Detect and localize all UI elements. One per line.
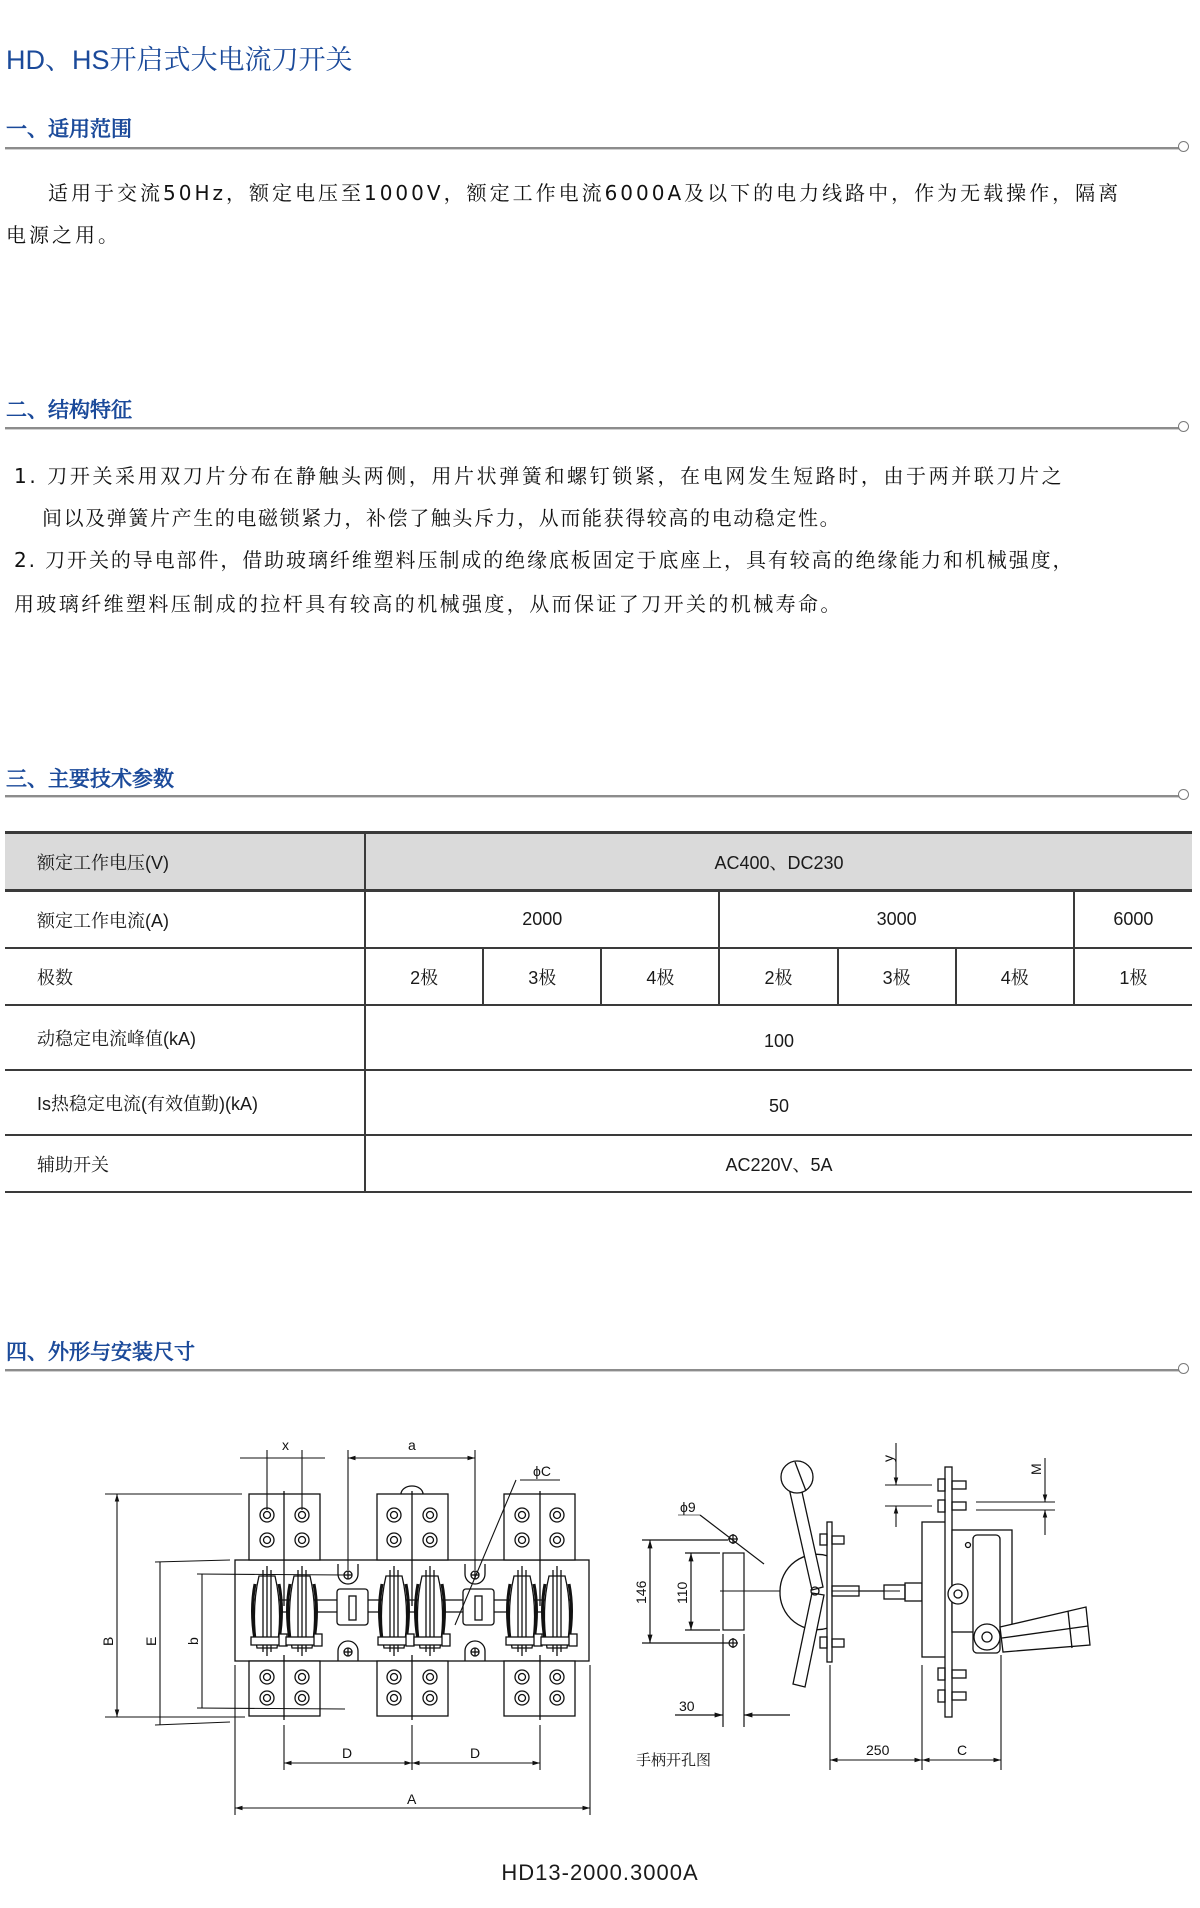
cell-value: AC220V、5A bbox=[365, 1135, 1192, 1192]
cell-value: 2极 bbox=[365, 948, 483, 1005]
cell-value: 50 bbox=[365, 1070, 1192, 1135]
section-heading-scope: 一、适用范围 bbox=[6, 117, 132, 141]
section-heading-specs: 三、主要技术参数 bbox=[6, 767, 174, 791]
dim-label-M: M bbox=[1028, 1463, 1044, 1475]
page-title: HD、HS开启式大电流刀开关 bbox=[6, 45, 353, 75]
structure-item-2-line: 用玻璃纤维塑料压制成的拉杆具有较高的机械强度，从而保证了刀开关的机械寿命。 bbox=[14, 592, 843, 616]
cell-value: 2000 bbox=[365, 891, 719, 949]
cell-value: 3000 bbox=[719, 891, 1073, 949]
cell-value: AC400、DC230 bbox=[365, 833, 1192, 891]
dim-label-D: D bbox=[342, 1745, 353, 1761]
dim-label-x: x bbox=[282, 1437, 289, 1453]
dim-label-y: y bbox=[880, 1455, 896, 1462]
cell-value: 6000 bbox=[1074, 891, 1192, 949]
dim-label-B: B bbox=[100, 1636, 116, 1646]
cell-value: 3极 bbox=[483, 948, 601, 1005]
side-view bbox=[780, 1443, 1090, 1770]
section-heading-structure: 二、结构特征 bbox=[6, 398, 132, 422]
drawing-caption: HD13-2000.3000A bbox=[501, 1860, 699, 1885]
row-label: 辅助开关 bbox=[5, 1135, 365, 1192]
bottom-terminal-blocks bbox=[249, 1655, 575, 1720]
cell-value: 4极 bbox=[601, 948, 719, 1005]
dim-label-250: 250 bbox=[866, 1742, 890, 1758]
cell-value: 3极 bbox=[838, 948, 956, 1005]
dim-label-b: b bbox=[185, 1637, 201, 1645]
cell-value: 1极 bbox=[1074, 948, 1192, 1005]
dim-label-E: E bbox=[143, 1636, 159, 1646]
dim-label-phi9: ϕ9 bbox=[680, 1499, 696, 1515]
dim-label-30: 30 bbox=[679, 1698, 695, 1714]
row-label: 动稳定电流峰值(kA) bbox=[5, 1005, 365, 1070]
dim-label-phiC: ϕC bbox=[533, 1463, 551, 1479]
section-heading-dimensions: 四、外形与安装尺寸 bbox=[6, 1340, 195, 1364]
handle-cutout-view bbox=[642, 1515, 900, 1727]
dim-label-C: C bbox=[957, 1742, 968, 1758]
scope-paragraph-line: 电源之用。 bbox=[6, 223, 121, 247]
dim-label-110: 110 bbox=[674, 1581, 690, 1604]
cell-value: 4极 bbox=[956, 948, 1074, 1005]
dim-label-D: D bbox=[470, 1745, 481, 1761]
cell-value: 2极 bbox=[719, 948, 837, 1005]
structure-item-1-line: 1. 刀开关采用双刀片分布在静触头两侧，用片状弹簧和螺钉锁紧，在电网发生短路时，由于两并联刀片之 bbox=[14, 464, 1065, 488]
cutout-title: 手柄开孔图 bbox=[636, 1752, 712, 1769]
row-label: Is热稳定电流(有效值勤)(kA) bbox=[5, 1070, 365, 1135]
cell-value: 100 bbox=[365, 1005, 1192, 1070]
row-label: 极数 bbox=[5, 948, 365, 1005]
structure-item-1-line: 间以及弹簧片产生的电磁锁紧力，补偿了触头斥力，从而能获得较高的电动稳定性。 bbox=[42, 506, 842, 530]
row-label: 额定工作电压(V) bbox=[5, 833, 365, 891]
dim-label-146: 146 bbox=[633, 1580, 649, 1604]
scope-paragraph-line: 适用于交流50Hz，额定电压至1000V，额定工作电流6000A及以下的电力线路中，作为无载操作，隔离 bbox=[48, 181, 1122, 205]
dim-label-A: A bbox=[407, 1791, 417, 1807]
structure-item-2-line: 2. 刀开关的导电部件，借助玻璃纤维塑料压制成的绝缘底板固定于底座上，具有较高的绝缘能力和机械强度， bbox=[14, 548, 1075, 572]
row-label: 额定工作电流(A) bbox=[5, 891, 365, 949]
dim-label-a: a bbox=[408, 1437, 416, 1453]
